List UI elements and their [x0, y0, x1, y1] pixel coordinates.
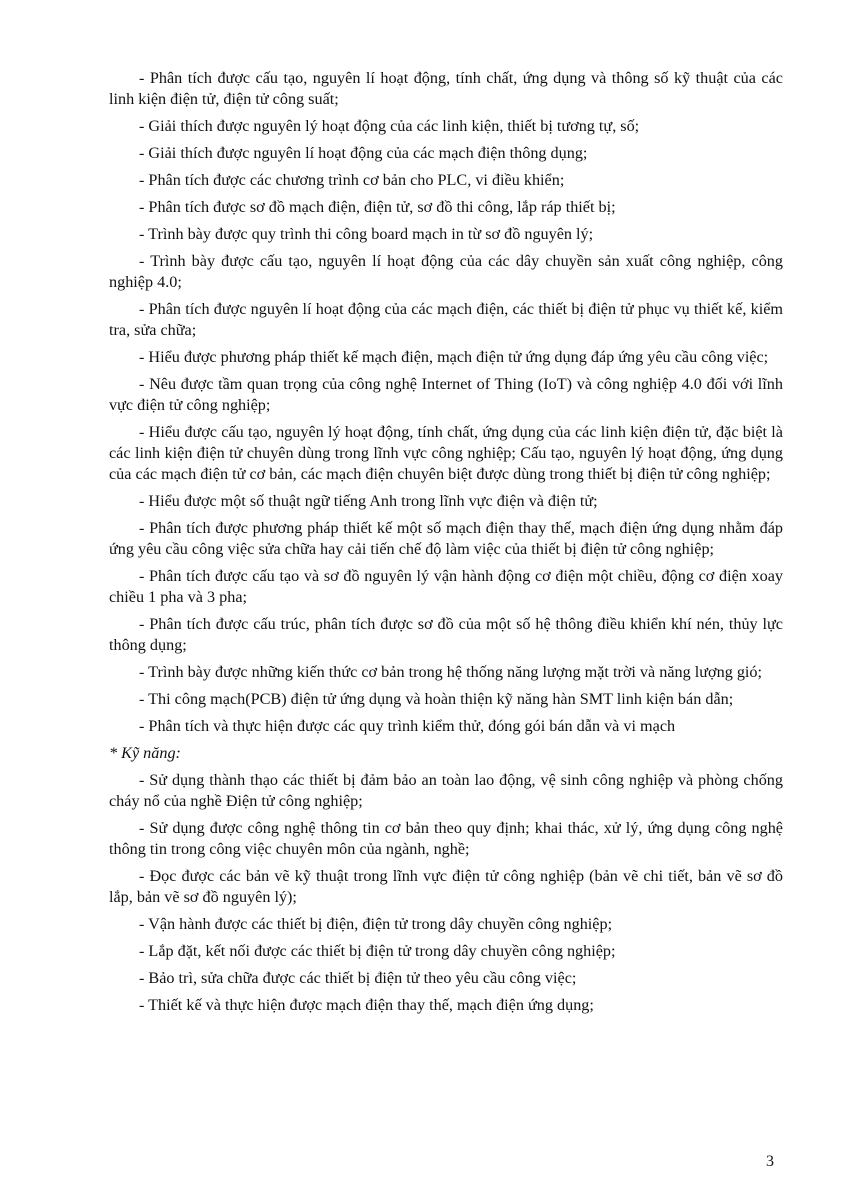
skill-item: - Đọc được các bản vẽ kỹ thuật trong lĩnh vực điện tử công nghiệp (bản vẽ chi tiết, bản vẽ sơ đồ lắp, bản vẽ sơ đồ nguyên lý);: [109, 867, 783, 906]
knowledge-item: - Phân tích được nguyên lí hoạt động của các mạch điện, các thiết bị điện tử phục vụ thiết kế, kiểm tra, sửa chữa;: [109, 300, 783, 339]
knowledge-item: - Phân tích được sơ đồ mạch điện, điện tử, sơ đồ thi công, lắp ráp thiết bị;: [139, 198, 616, 216]
skill-item: - Thiết kế và thực hiện được mạch điện thay thế, mạch điện ứng dụng;: [139, 996, 594, 1014]
knowledge-item: - Phân tích được cấu tạo và sơ đồ nguyên lý vận hành động cơ điện một chiều, động cơ điện xoay chiều 1 pha và 3 pha;: [109, 567, 783, 606]
knowledge-item: - Trình bày được cấu tạo, nguyên lí hoạt động của các dây chuyền sản xuất công nghiệp, công nghiệp 4.0;: [109, 252, 783, 291]
knowledge-item: - Hiểu được một số thuật ngữ tiếng Anh trong lĩnh vực điện và điện tử;: [139, 492, 598, 510]
knowledge-item: - Hiểu được cấu tạo, nguyên lý hoạt động, tính chất, ứng dụng của các linh kiện điện tử, đặc biệt là các linh kiện điện tử chuyên dùng trong lĩnh vực công nghiệp; Cấu tạo, nguyên lý hoạt động, ứng dụng của các mạch điện tử cơ bản, các mạch điện chuyên biệt được dùng trong thiết bị điện tử công nghiệp;: [109, 423, 783, 483]
skill-item: - Sử dụng thành thạo các thiết bị đảm bảo an toàn lao động, vệ sinh công nghiệp và phòng chống cháy nổ của nghề Điện tử công nghiệp;: [109, 771, 783, 810]
skill-item: - Bảo trì, sửa chữa được các thiết bị điện tử theo yêu cầu công việc;: [139, 969, 577, 987]
knowledge-item: - Hiểu được phương pháp thiết kế mạch điện, mạch điện tử ứng dụng đáp ứng yêu cầu công việc;: [139, 348, 769, 366]
knowledge-item: - Nêu được tầm quan trọng của công nghệ Internet of Thing (IoT) và công nghiệp 4.0 đối với lĩnh vực điện tử công nghiệp;: [109, 375, 783, 414]
knowledge-item: - Phân tích được cấu trúc, phân tích được sơ đồ của một số hệ thông điều khiển khí nén, thủy lực thông dụng;: [109, 615, 783, 654]
knowledge-item: - Thi công mạch(PCB) điện tử ứng dụng và hoàn thiện kỹ năng hàn SMT linh kiện bán dẫn;: [139, 690, 734, 708]
knowledge-item: - Giải thích được nguyên lý hoạt động của các linh kiện, thiết bị tương tự, số;: [139, 117, 640, 135]
skill-item: - Vận hành được các thiết bị điện, điện tử trong dây chuyền công nghiệp;: [139, 915, 613, 933]
knowledge-item: - Trình bày được quy trình thi công board mạch in từ sơ đồ nguyên lý;: [139, 225, 594, 243]
document-body: [109, 68, 783, 1022]
knowledge-item: - Giải thích được nguyên lí hoạt động của các mạch điện thông dụng;: [139, 144, 588, 162]
knowledge-item: - Phân tích được cấu tạo, nguyên lí hoạt động, tính chất, ứng dụng và thông số kỹ thuật của các linh kiện điện tử, điện tử công suất;: [109, 69, 783, 108]
knowledge-item: - Phân tích và thực hiện được các quy trình kiểm thử, đóng gói bán dẫn và vi mạch: [139, 717, 676, 735]
skill-item: - Sử dụng được công nghệ thông tin cơ bản theo quy định; khai thác, xử lý, ứng dụng công nghệ thông tin trong công việc chuyên môn của ngành, nghề;: [109, 819, 783, 858]
skills-heading: * Kỹ năng:: [109, 744, 181, 762]
knowledge-item: - Phân tích được các chương trình cơ bản cho PLC, vi điều khiển;: [139, 171, 565, 189]
skill-item: - Lắp đặt, kết nối được các thiết bị điện tử trong dây chuyền công nghiệp;: [139, 942, 616, 960]
knowledge-item: - Trình bày được những kiến thức cơ bản trong hệ thống năng lượng mặt trời và năng lượng gió;: [139, 663, 763, 681]
page-number: 3: [766, 1153, 774, 1170]
knowledge-item: - Phân tích được phương pháp thiết kế một số mạch điện thay thế, mạch điện ứng dụng nhằm đáp ứng yêu cầu công việc sửa chữa hay cải tiến chế độ làm việc của thiết bị điện tử công nghiệp;: [109, 519, 783, 558]
